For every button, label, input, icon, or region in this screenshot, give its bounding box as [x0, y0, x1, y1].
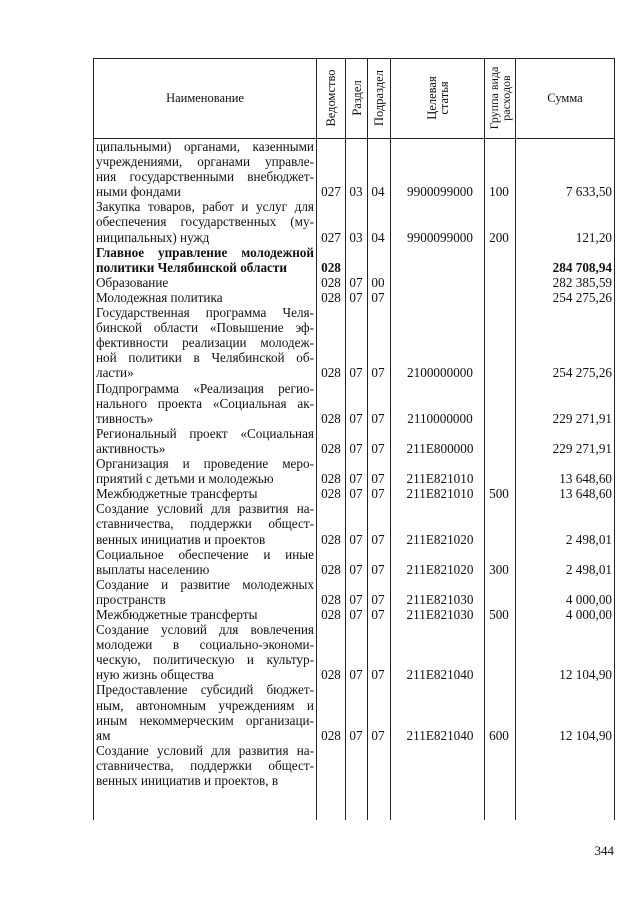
row-name-line: ципальными) органами, казенными — [96, 139, 314, 154]
row-celevaya-statya: 211Е821030 — [406, 607, 474, 622]
table-row — [0, 501, 640, 546]
row-summa: 121,20 — [575, 229, 612, 245]
row-podrazdel: 07 — [371, 591, 385, 607]
row-vedomstvo: 028 — [321, 667, 341, 683]
row-summa: 7 633,50 — [565, 184, 612, 200]
row-name-line: молодежи в социально-экономи- — [96, 637, 314, 653]
row-name-line: Организация и проведение меро- — [96, 456, 314, 472]
row-razdel: 07 — [349, 486, 363, 502]
row-celevaya-statya: 9900099000 — [407, 229, 473, 245]
row-name — [96, 486, 314, 501]
row-podrazdel: 07 — [371, 667, 385, 683]
row-name-line: ласти» — [96, 365, 134, 381]
header-podrazdel — [368, 58, 390, 138]
row-vedomstvo: 028 — [321, 365, 341, 381]
row-summa: 282 385,59 — [552, 274, 612, 290]
row-summa: 254 275,26 — [552, 365, 612, 381]
row-gruppa-vida: 200 — [489, 229, 509, 245]
row-vedomstvo: 028 — [321, 410, 341, 426]
table-row — [0, 381, 640, 426]
row-name-line: Создание условий для развития на- — [96, 742, 314, 758]
row-name-line: ную жизнь общества — [96, 667, 214, 683]
row-name-line: ной политики в Челябинской об- — [96, 350, 314, 366]
row-vedomstvo: 028 — [321, 486, 341, 502]
row-name-line: обеспечения государственных (му- — [96, 214, 314, 230]
table-row — [0, 743, 640, 788]
row-name-line: Главное управление молодежной — [96, 244, 314, 260]
row-name-line: иным некоммерческим организаци- — [96, 712, 314, 728]
row-razdel: 07 — [349, 471, 363, 487]
row-name — [96, 381, 314, 426]
row-razdel: 07 — [349, 561, 363, 577]
header-gruppa-line2: расходов — [499, 75, 513, 121]
table-row — [0, 456, 640, 486]
row-name-line: ния государственными внебюджет- — [96, 169, 314, 185]
row-summa: 13 648,60 — [559, 471, 612, 487]
row-podrazdel: 07 — [371, 289, 385, 305]
row-vedomstvo: 028 — [321, 440, 341, 456]
row-vedomstvo: 028 — [321, 561, 341, 577]
row-summa: 229 271,91 — [552, 440, 612, 456]
row-name-line: Государственная программа Челя- — [96, 305, 314, 321]
row-name-line: ным, автономным учреждениям и — [96, 697, 314, 713]
row-name-line: Социальное обеспечение и иные — [96, 546, 314, 562]
table-row — [0, 622, 640, 682]
row-name-line: активность» — [96, 440, 166, 456]
row-name — [96, 275, 314, 290]
header-summa-label: Сумма — [547, 90, 583, 105]
table-row — [0, 305, 640, 381]
row-vedomstvo: 028 — [321, 727, 341, 743]
row-name-line: пространств — [96, 591, 166, 607]
row-name — [96, 426, 314, 456]
row-name-line: учреждениями, органами управле- — [96, 154, 314, 170]
row-name — [96, 245, 314, 275]
row-gruppa-vida: 300 — [489, 561, 509, 577]
row-name-line: Молодежная политика — [96, 289, 223, 305]
row-gruppa-vida: 500 — [489, 486, 509, 502]
row-vedomstvo: 028 — [321, 607, 341, 622]
row-razdel: 07 — [349, 274, 363, 290]
row-celevaya-statya: 211Е821020 — [406, 531, 474, 547]
row-celevaya-statya: 2100000000 — [407, 365, 473, 381]
row-vedomstvo: 028 — [321, 531, 341, 547]
table-row — [0, 426, 640, 456]
table-row — [0, 577, 640, 607]
row-name — [96, 199, 314, 244]
row-celevaya-statya: 9900099000 — [407, 184, 473, 200]
table-row — [0, 245, 640, 275]
row-name-line: Предоставление субсидий бюджет- — [96, 682, 314, 698]
row-celevaya-statya: 211Е821040 — [406, 667, 474, 683]
row-razdel: 07 — [349, 440, 363, 456]
row-razdel: 03 — [349, 184, 363, 200]
header-celevaya-label — [426, 76, 450, 119]
row-name — [96, 139, 314, 199]
header-vedomstvo — [317, 58, 345, 138]
row-vedomstvo: 028 — [321, 259, 341, 275]
header-gruppa-line1: Группа вида — [487, 66, 501, 130]
row-podrazdel: 07 — [371, 561, 385, 577]
table-row — [0, 139, 640, 199]
row-name-line: бинской области «Повышение эф- — [96, 320, 314, 336]
row-podrazdel: 07 — [371, 486, 385, 502]
row-name-line: Создание условий для вовлечения — [96, 622, 314, 638]
row-podrazdel: 07 — [371, 531, 385, 547]
header-gruppa-label — [488, 67, 512, 130]
row-gruppa-vida: 600 — [489, 727, 509, 743]
row-celevaya-statya: 211Е821010 — [406, 486, 474, 502]
row-vedomstvo: 028 — [321, 274, 341, 290]
row-celevaya-statya: 2110000000 — [407, 410, 473, 426]
header-celevaya-line2: статья — [436, 81, 451, 115]
row-name — [96, 622, 314, 682]
header-vedomstvo-label: Ведомство — [324, 69, 338, 127]
row-celevaya-statya: 211Е821030 — [406, 591, 474, 607]
row-summa: 229 271,91 — [552, 410, 612, 426]
row-summa: 2 498,01 — [565, 531, 612, 547]
row-name-line: Межбюджетные трансферты — [96, 486, 258, 502]
row-vedomstvo: 027 — [321, 184, 341, 200]
row-name-line: Создание и развитие молодежных — [96, 576, 314, 592]
row-podrazdel: 07 — [371, 607, 385, 622]
table-row — [0, 275, 640, 290]
row-name-line: ставничества, поддержки общест- — [96, 516, 314, 532]
row-razdel: 07 — [349, 727, 363, 743]
row-razdel: 07 — [349, 289, 363, 305]
row-summa: 4 000,00 — [565, 591, 612, 607]
row-name-line: Региональный проект «Социальная — [96, 425, 314, 441]
header-podrazdel-label: Подраздел — [372, 70, 386, 126]
row-razdel: 07 — [349, 410, 363, 426]
row-summa: 12 104,90 — [559, 727, 612, 743]
row-celevaya-statya: 211Е821010 — [406, 471, 474, 487]
row-summa: 4 000,00 — [565, 607, 612, 622]
row-name-line: приятий с детьми и молодежью — [96, 471, 274, 487]
table-body — [0, 139, 640, 788]
row-name-line: тивность» — [96, 410, 154, 426]
header-celevaya-statya — [391, 58, 484, 138]
row-name-line: ставничества, поддержки общест- — [96, 757, 314, 773]
row-name-line: венных инициатив и проектов — [96, 531, 266, 547]
row-name-line: ными фондами — [96, 184, 181, 200]
row-name — [96, 456, 314, 486]
row-summa: 13 648,60 — [559, 486, 612, 502]
table-row — [0, 199, 640, 244]
row-name-line: Образование — [96, 274, 169, 290]
row-summa: 254 275,26 — [552, 289, 612, 305]
row-podrazdel: 04 — [371, 184, 385, 200]
row-name-line: Подпрограмма «Реализация регио- — [96, 380, 314, 396]
row-name — [96, 501, 314, 546]
row-summa: 284 708,94 — [552, 259, 612, 275]
row-name — [96, 743, 314, 788]
row-vedomstvo: 028 — [321, 591, 341, 607]
row-name-line: венных инициатив и проектов, в — [96, 773, 279, 789]
row-celevaya-statya: 211Е800000 — [406, 440, 474, 456]
row-name-line: фективности реализации молодеж- — [96, 335, 314, 351]
row-podrazdel: 07 — [371, 365, 385, 381]
row-celevaya-statya: 211Е821040 — [406, 727, 474, 743]
row-razdel: 07 — [349, 365, 363, 381]
table-row — [0, 486, 640, 501]
row-name-line: Закупка товаров, работ и услуг для — [96, 199, 314, 215]
page-number: 344 — [594, 843, 614, 858]
header-gruppa-vida — [485, 58, 515, 138]
table-row — [0, 607, 640, 622]
row-name-line: нального проекта «Социальная ак- — [96, 395, 314, 411]
row-vedomstvo: 027 — [321, 229, 341, 245]
row-summa: 2 498,01 — [565, 561, 612, 577]
row-name — [96, 577, 314, 607]
row-podrazdel: 07 — [371, 410, 385, 426]
row-name-line: ям — [96, 727, 111, 743]
row-celevaya-statya: 211Е821020 — [406, 561, 474, 577]
row-gruppa-vida: 500 — [489, 607, 509, 622]
row-podrazdel: 07 — [371, 471, 385, 487]
row-vedomstvo: 028 — [321, 471, 341, 487]
row-podrazdel: 00 — [371, 274, 385, 290]
row-name — [96, 682, 314, 742]
row-name-line: ниципальных) нужд — [96, 229, 210, 245]
row-name-line: Межбюджетные трансферты — [96, 607, 258, 622]
row-podrazdel: 04 — [371, 229, 385, 245]
row-razdel: 07 — [349, 531, 363, 547]
row-razdel: 07 — [349, 591, 363, 607]
row-gruppa-vida: 100 — [489, 184, 509, 200]
header-summa — [516, 58, 614, 138]
row-podrazdel: 07 — [371, 727, 385, 743]
row-name — [96, 290, 314, 305]
row-name — [96, 305, 314, 380]
row-name-line: политики Челябинской области — [96, 259, 287, 275]
header-celevaya-line1: Целевая — [424, 76, 439, 120]
row-razdel: 03 — [349, 229, 363, 245]
table-row — [0, 290, 640, 305]
header-name — [94, 58, 316, 138]
row-razdel: 07 — [349, 667, 363, 683]
row-vedomstvo: 028 — [321, 289, 341, 305]
row-razdel: 07 — [349, 607, 363, 622]
row-name — [96, 547, 314, 577]
row-name-line: Создание условий для развития на- — [96, 501, 314, 517]
row-podrazdel: 07 — [371, 440, 385, 456]
row-summa: 12 104,90 — [559, 667, 612, 683]
header-razdel-label: Раздел — [349, 80, 364, 116]
header-razdel — [346, 58, 367, 138]
table-row — [0, 547, 640, 577]
header-name-label: Наименование — [166, 90, 244, 105]
row-name — [96, 607, 314, 622]
table-row — [0, 682, 640, 742]
row-name-line: выплаты населению — [96, 561, 210, 577]
row-name-line: ческую, политическую и культур- — [96, 652, 314, 668]
